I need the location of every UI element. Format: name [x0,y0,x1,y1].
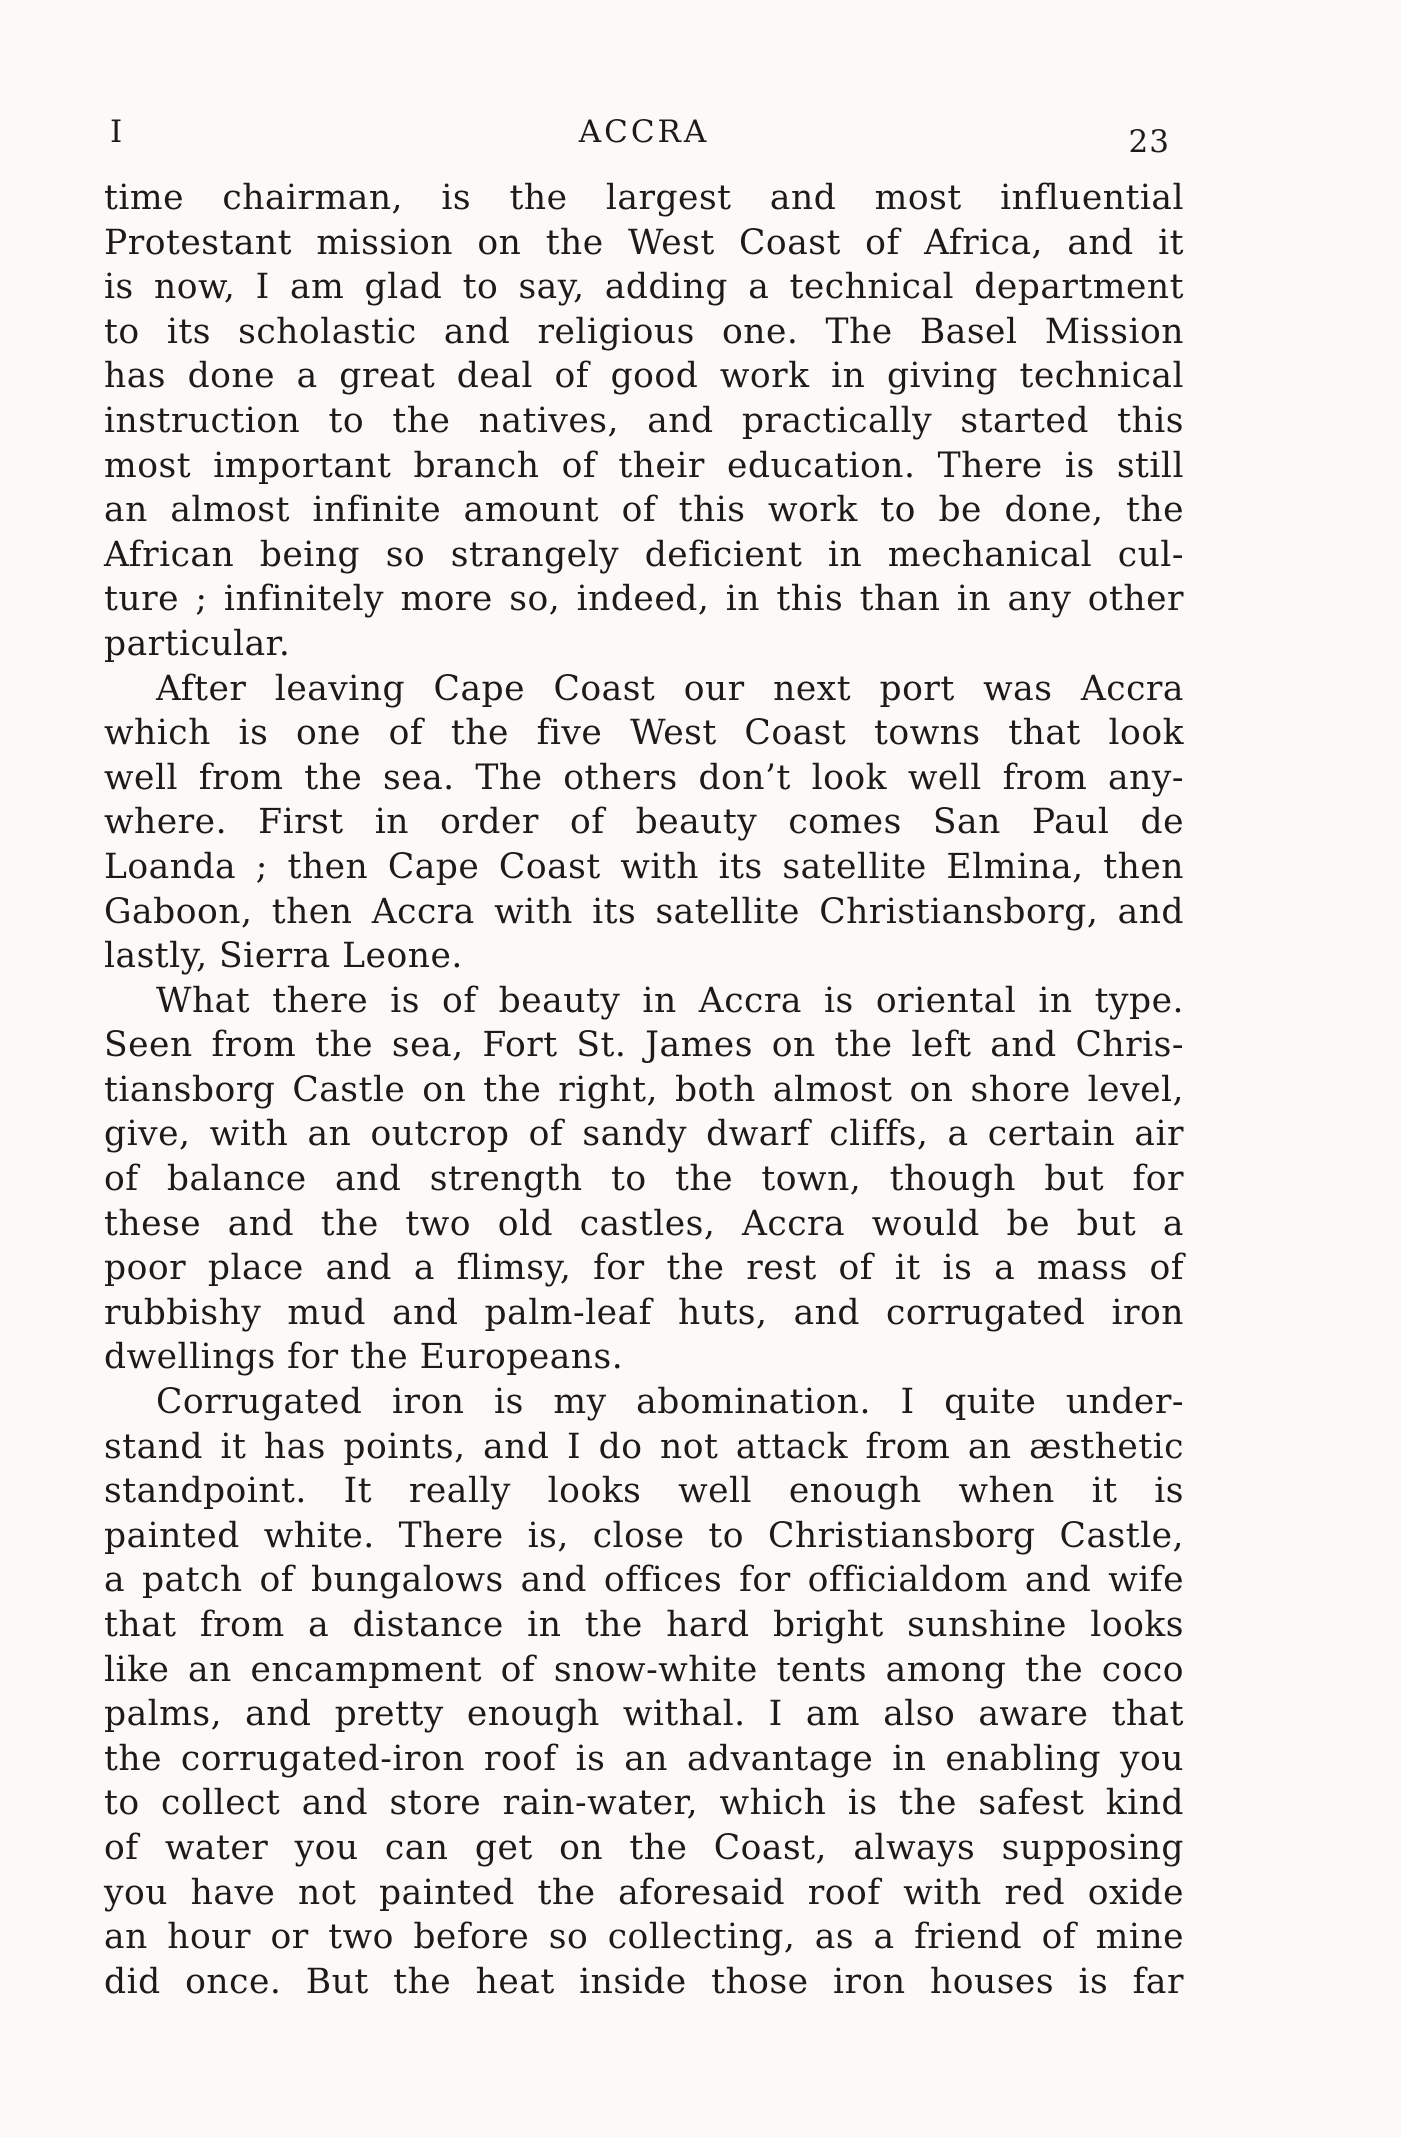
text-line: African being so strangely deficient in mechanical cul- [104,534,1184,575]
text-line: tiansborg Castle on the right, both almost on shore level, [104,1069,1184,1110]
text-line: After leaving Cape Coast our next port was Accra [156,668,1184,709]
text-line: these and the two old castles, Accra would be but a [104,1203,1184,1244]
text-line: to its scholastic and religious one. The Basel Mission [104,311,1184,352]
text-line: Gaboon, then Accra with its satellite Christiansborg, and [104,891,1184,932]
text-line: where. First in order of beauty comes San Paul de [104,802,1184,843]
text-line: most important branch of their education. There is still [104,445,1184,486]
text-line: Seen from the sea, Fort St. James on the left and Chris- [104,1025,1184,1066]
text-line: of balance and strength to the town, though but for [104,1159,1184,1200]
running-title: ACCRA [578,114,710,150]
text-line: you have not painted the aforesaid roof with red oxide [104,1872,1184,1913]
text-line: stand it has points, and I do not attack from an æsthetic [104,1426,1184,1467]
text-line: particular. [104,623,291,664]
paragraph [104,667,1184,979]
paragraph [104,979,1184,1380]
paragraph [104,176,1184,667]
text-line: palms, and pretty enough withal. I am also aware that [104,1694,1184,1735]
text-line: rubbishy mud and palm-leaf huts, and corrugated iron [104,1292,1184,1333]
body-text [104,176,1184,2004]
text-line: Loanda ; then Cape Coast with its satellite Elmina, then [104,846,1184,887]
text-line: that from a distance in the hard bright sunshine looks [104,1605,1184,1645]
text-line: which is one of the five West Coast towns that look [104,713,1184,754]
text-line: What there is of beauty in Accra is oriental in type. [156,980,1184,1021]
text-line: dwellings for the Europeans. [104,1337,624,1378]
chapter-number: I [110,114,124,150]
text-line: like an encampment of snow-white tents among the coco [104,1649,1184,1690]
text-line: painted white. There is, close to Christiansborg Castle, [104,1515,1184,1556]
text-line: an hour or two before so collecting, as a friend of mine [104,1917,1184,1958]
paragraph [104,1380,1184,2004]
page-number: 23 [1128,124,1170,160]
text-line: standpoint. It really looks well enough when it is [104,1471,1184,1512]
text-line: give, with an outcrop of sandy dwarf cliffs, a certain air [104,1114,1184,1155]
text-line: lastly, Sierra Leone. [104,936,463,977]
text-line: the corrugated-iron roof is an advantage in enabling you [104,1738,1184,1779]
text-line: Corrugated iron is my abomination. I quite under- [156,1382,1184,1423]
text-line: instruction to the natives, and practically started this [104,400,1184,441]
text-line: an almost infinite amount of this work to be done, the [104,490,1184,531]
text-line: poor place and a flimsy, for the rest of it is a mass of [104,1248,1184,1289]
text-line: did once. But the heat inside those iron houses is far [104,1961,1184,2002]
text-line: well from the sea. The others don’t look well from any- [104,757,1184,798]
text-line: is now, I am glad to say, adding a technical department [104,267,1184,308]
text-line: has done a great deal of good work in giving technical [104,356,1184,397]
text-line: to collect and store rain-water, which is the safest kind [104,1783,1184,1824]
text-line: of water you can get on the Coast, always supposing [104,1827,1184,1868]
text-line: Protestant mission on the West Coast of Africa, and it [104,222,1184,263]
running-header [104,108,1184,158]
text-line: a patch of bungalows and offices for officialdom and wife [104,1560,1184,1601]
text-line: time chairman, is the largest and most influential [104,178,1184,218]
text-line: ture ; infinitely more so, indeed, in this than in any other [104,579,1184,620]
